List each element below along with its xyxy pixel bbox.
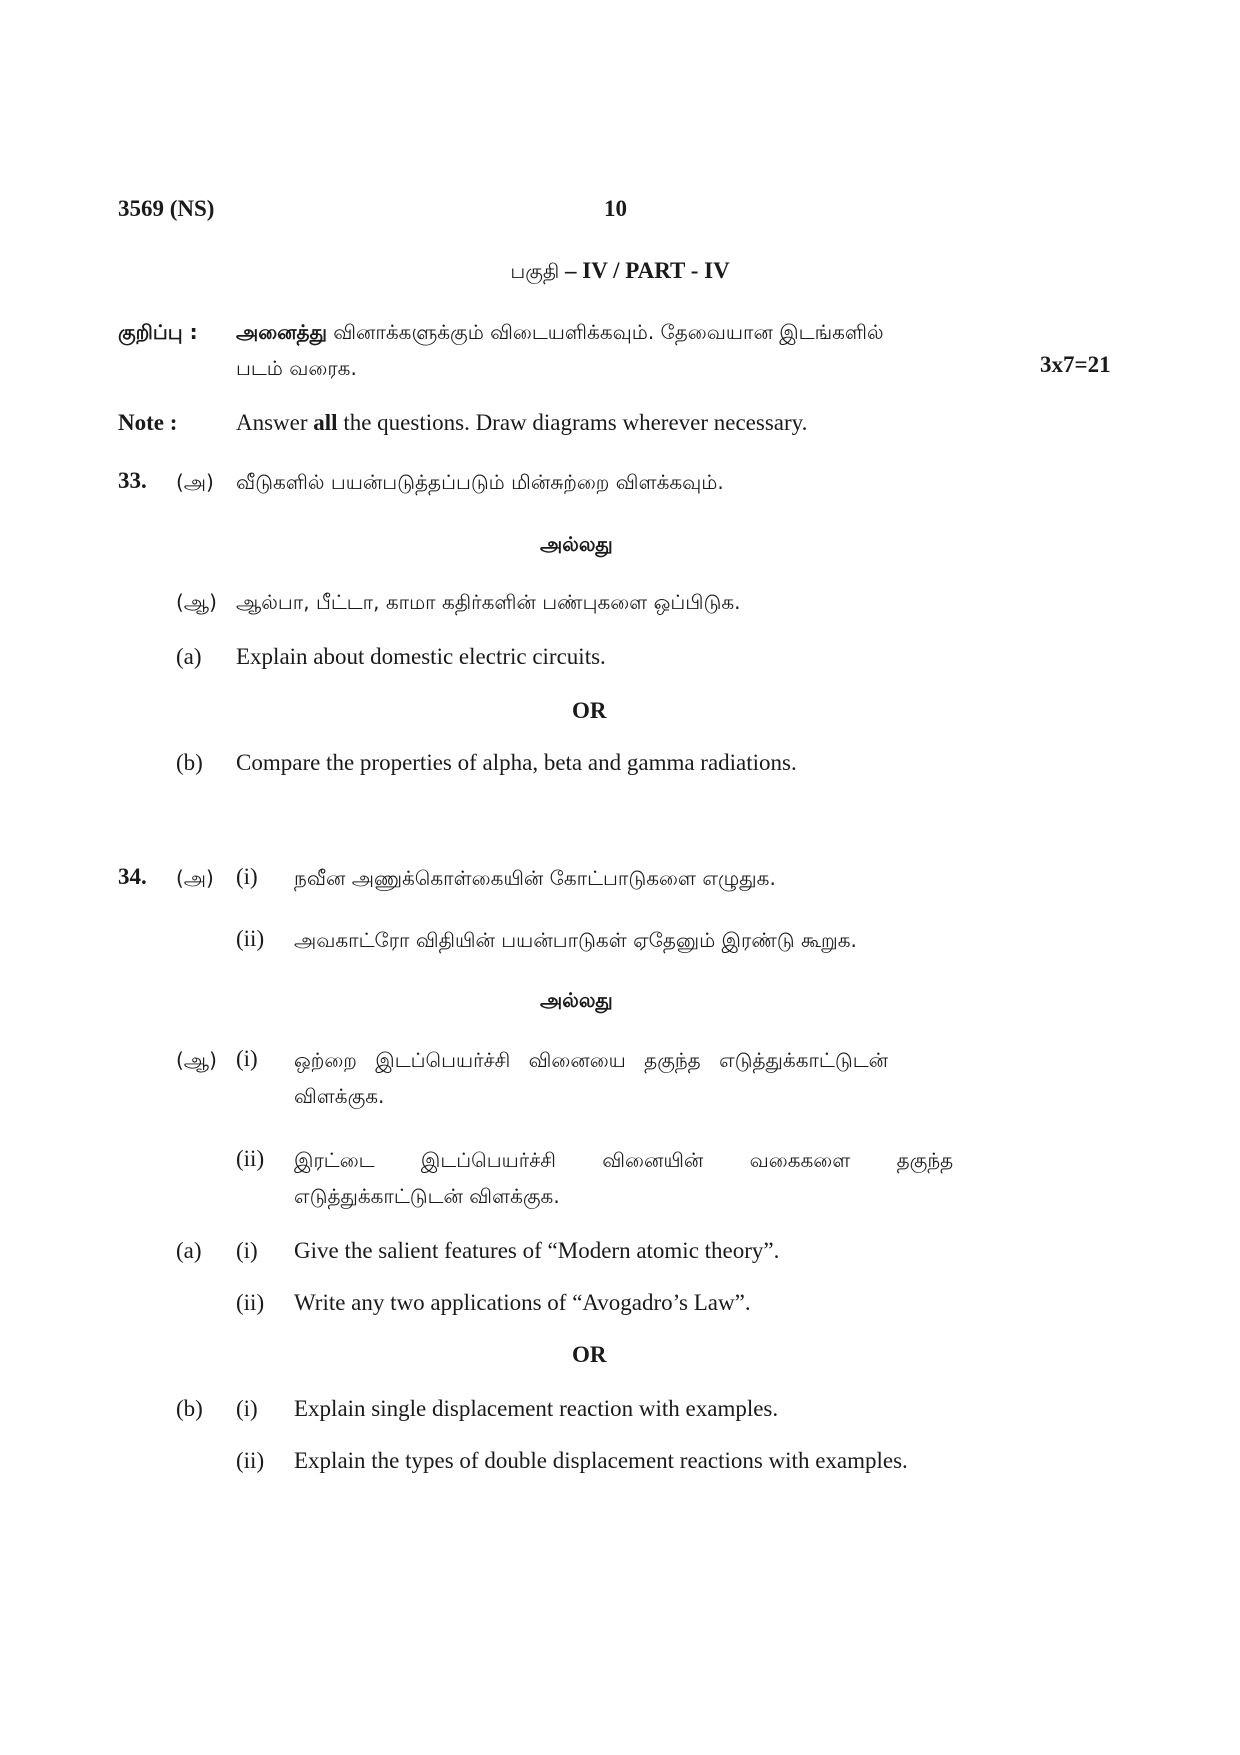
- q34-b-ta-i-line1: ஒற்றை இடப்பெயர்ச்சி வினையை தகுந்த எடுத்துக்காட்டுடன்: [294, 1048, 889, 1072]
- q34-b-en-i-text: Explain single displacement reaction with examples.: [294, 1396, 779, 1421]
- note-en-text: [236, 410, 807, 436]
- q33-b-en-text: Compare the properties of alpha, beta and gamma radiations.: [236, 750, 797, 775]
- q33-or-ta: அல்லது: [540, 532, 613, 556]
- q34-number: 34.: [118, 864, 147, 889]
- q34-a-ta-i-label: (i): [236, 864, 258, 889]
- paper-code: 3569 (NS): [118, 196, 215, 221]
- note-ta-line1-rest: வினாக்களுக்கும் விடையளிக்கவும். தேவையான இடங்களில்: [326, 320, 884, 344]
- q34-a-ta-i-text: நவீன அணுக்கொள்கையின் கோட்பாடுகளை எழுதுக.: [294, 866, 776, 890]
- q33-b-ta-text: ஆல்பா, பீட்டா, காமா கதிர்களின் பண்புகளை ஒப்பிடுக.: [236, 590, 741, 614]
- note-en-label: Note :: [118, 410, 178, 435]
- q34-b-en-ii-text: Explain the types of double displacement reactions with examples.: [294, 1448, 908, 1473]
- note-en-post: the questions. Draw diagrams wherever necessary.: [337, 410, 808, 435]
- q34-a-en-i-label: (i): [236, 1238, 258, 1263]
- q34-a-en-ii-label: (ii): [236, 1290, 265, 1315]
- q34-a-ta-ii-label: (ii): [236, 926, 265, 951]
- note-ta-line1: [236, 320, 884, 347]
- q34-b-en-label: (b): [176, 1396, 203, 1421]
- q34-a-en-label: (a): [176, 1238, 202, 1263]
- q34-a-en-i-text: Give the salient features of “Modern atomic theory”.: [294, 1238, 780, 1263]
- q33-number: 33.: [118, 468, 147, 493]
- q33-or-en: OR: [572, 698, 607, 723]
- note-ta-bold-word: அனைத்து: [236, 320, 327, 344]
- q33-a-en-label: (a): [176, 644, 202, 669]
- q34-or-ta: அல்லது: [540, 988, 613, 1012]
- q34-a-ta-label: (அ): [176, 866, 214, 890]
- q33-b-en-label: (b): [176, 750, 203, 775]
- q34-a-ta-ii-text: அவகாட்ரோ விதியின் பயன்பாடுகள் ஏதேனும் இரண்டு கூறுக.: [294, 928, 857, 952]
- q34-b-ta-ii-label: (ii): [236, 1146, 265, 1171]
- note-en-bold-word: all: [313, 410, 338, 435]
- section-title-en: IV / PART - IV: [582, 258, 730, 283]
- section-title-sep: –: [559, 258, 583, 283]
- q34-b-en-i-label: (i): [236, 1396, 258, 1421]
- note-ta-line2: படம் வரைக.: [236, 356, 357, 380]
- q34-a-en-ii-text: Write any two applications of “Avogadro’s Law”.: [294, 1290, 751, 1315]
- q34-or-en: OR: [572, 1342, 607, 1367]
- q34-b-en-ii-label: (ii): [236, 1448, 265, 1473]
- q34-b-ta-ii-line1: இரட்டை இடப்பெயர்ச்சி வினையின் வகைகளை தகுந்த: [294, 1148, 954, 1172]
- q33-a-ta-text: வீடுகளில் பயன்படுத்தப்படும் மின்சுற்றை விளக்கவும்.: [236, 470, 724, 494]
- q33-a-en-text: Explain about domestic electric circuits.: [236, 644, 606, 669]
- q33-b-ta-label: (ஆ): [176, 590, 217, 614]
- page-number: 10: [604, 196, 627, 221]
- q34-b-ta-i-line2: விளக்குக.: [294, 1084, 385, 1108]
- q33-a-ta-label: (அ): [176, 470, 214, 494]
- note-en-pre: Answer: [236, 410, 314, 435]
- note-ta-label: குறிப்பு :: [118, 320, 198, 344]
- q34-b-ta-i-label: (i): [236, 1046, 258, 1071]
- section-title-ta: பகுதி: [510, 259, 560, 283]
- q34-b-ta-ii-line2: எடுத்துக்காட்டுடன் விளக்குக.: [294, 1184, 560, 1208]
- section-title: [0, 258, 1240, 286]
- q34-b-ta-label: (ஆ): [176, 1048, 217, 1072]
- marks-allocation: 3x7=21: [1040, 352, 1111, 377]
